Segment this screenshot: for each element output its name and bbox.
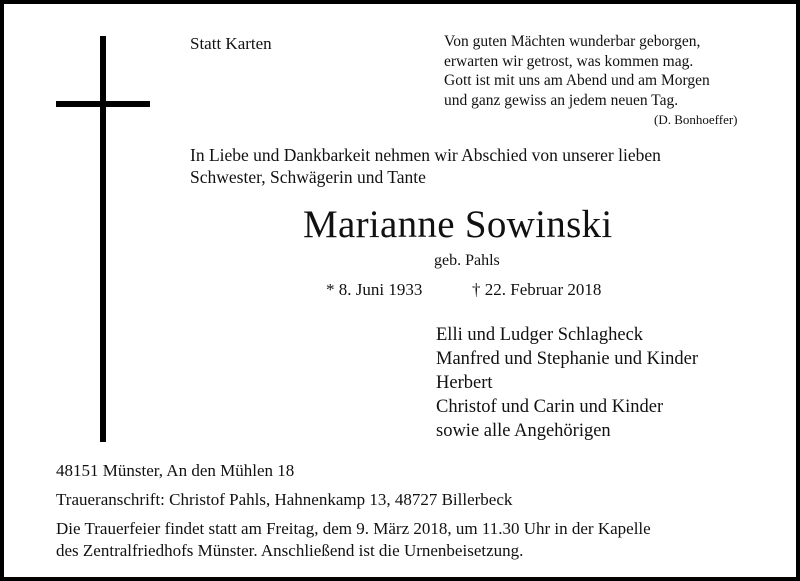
mourner-item: Herbert (436, 373, 493, 393)
intro-text (190, 144, 661, 188)
mourner-item: Christof und Carin und Kinder (436, 397, 664, 417)
mourner-item: sowie alle Angehörigen (436, 421, 611, 441)
mourning-address: Traueranschrift: Christof Pahls, Hahnenkamp 13, 48727 Billerbeck (56, 490, 513, 509)
ceremony-line: Die Trauerfeier findet statt am Freitag, dem 9. März 2018, um 11.30 Uhr in der Kapelle (56, 519, 651, 538)
ceremony-line: des Zentralfriedhofs Münster. Anschließend ist die Urnenbeisetzung. (56, 541, 524, 560)
poem-line: und ganz gewiss an jedem neuen Tag. (444, 91, 679, 109)
poem-author: (D. Bonhoeffer) (654, 112, 738, 127)
ceremony-info (56, 518, 651, 562)
mourner-item: Manfred und Stephanie und Kinder (436, 349, 699, 369)
mourner-item: Elli und Ludger Schlagheck (436, 325, 644, 345)
poem-line: Von guten Mächten wunderbar geborgen, (444, 33, 701, 50)
intro-line: Schwester, Schwägerin und Tante (190, 167, 426, 187)
cross-vertical-bar (100, 36, 106, 442)
residence-address: 48151 Münster, An den Mühlen 18 (56, 461, 295, 480)
intro-line: In Liebe und Dankbarkeit nehmen wir Abschied von unserer lieben (190, 145, 661, 165)
cross-horizontal-bar (56, 101, 150, 107)
mourners-list (436, 323, 698, 443)
death-date: † 22. Februar 2018 (472, 280, 602, 299)
poem (444, 32, 710, 110)
deceased-name: Marianne Sowinski (303, 203, 613, 246)
poem-line: erwarten wir getrost, was kommen mag. (444, 52, 694, 70)
birth-date: * 8. Juni 1933 (326, 280, 423, 299)
header-statt-karten: Statt Karten (190, 34, 272, 53)
maiden-name: geb. Pahls (434, 252, 500, 269)
poem-line: Gott ist mit uns am Abend und am Morgen (444, 72, 710, 89)
